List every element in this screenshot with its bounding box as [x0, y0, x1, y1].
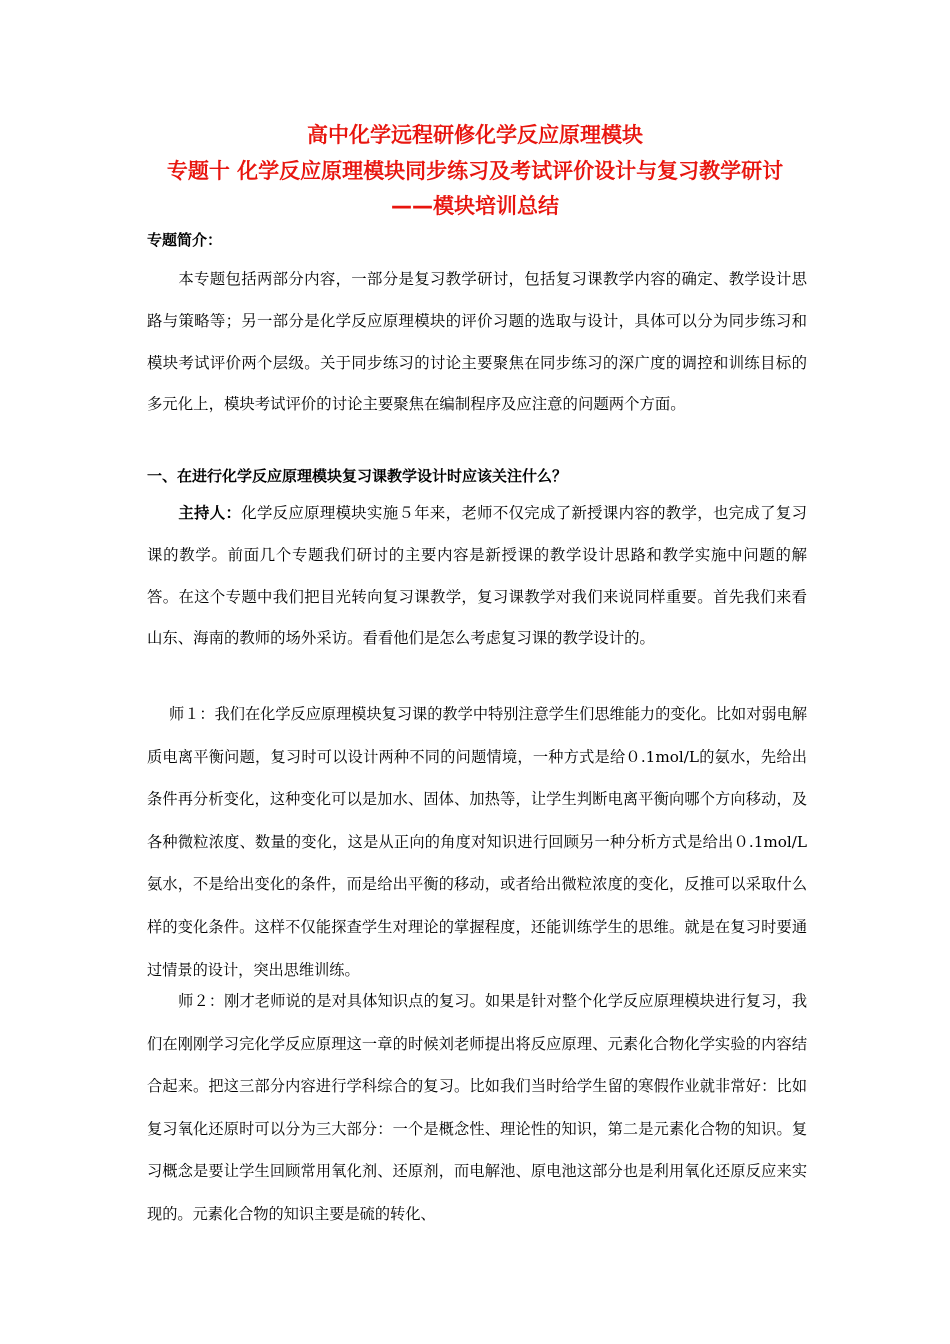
title-line-3: ——模块培训总结 [391, 194, 559, 218]
teacher-1-paragraph [147, 693, 807, 991]
title-line-1: 高中化学远程研修化学反应原理模块 [307, 123, 643, 147]
host-text: 化学反应原理模块实施５年来，老师不仅完成了新授课内容的教学，也完成了复习课的教学。前面几个专题我们研讨的主要内容是新授课的教学设计思路和教学实施中问题的解答。在这个专题中我们把目光转向复习课教学，复习课教学对我们来说同样重要。首先我们来看山东、海南的教师的场外采访。看看他们是怎么考虑复习课的教学设计的。 [147, 504, 807, 648]
section-1-heading: 一、在进行化学反应原理模块复习课教学设计时应该关注什么？ [147, 467, 568, 485]
intro-paragraph [147, 259, 807, 426]
intro-text: 本专题包括两部分内容，一部分是复习教学研讨，包括复习课教学内容的确定、教学设计思路与策略等；另一部分是化学反应原理模块的评价习题的选取与设计，具体可以分为同步练习和模块考试评价两个层级。关于同步练习的讨论主要聚焦在同步练习的深广度的调控和训练目标的多元化上，模块考试评价的讨论主要聚焦在编制程序及应注意的问题两个方面。 [147, 270, 807, 414]
intro-heading: 专题简介： [147, 231, 223, 249]
host-paragraph [147, 493, 807, 660]
teacher-1-text: 师１：我们在化学反应原理模块复习课的教学中特别注意学生们思维能力的变化。比如对弱电解质电离平衡问题，复习时可以设计两种不同的问题情境，一种方式是给０.1mol/L的氨水，先给出条件再分析变化，这种变化可以是加水、固体、加热等，让学生判断电离平衡向哪个方向移动，及各种微粒浓度、数量的变化，这是从正向的角度对知识进行回顾另一种分析方式是给出０.1mol/L氨水，不是给出变化的条件，而是给出平衡的移动，或者给出微粒浓度的变化，反推可以采取什么样的变化条件。这样不仅能探查学生对理论的掌握程度，还能训练学生的思维。就是在复习时要通过情景的设计，突出思维训练。 [147, 705, 807, 979]
teacher-2-text: 师２：刚才老师说的是对具体知识点的复习。如果是针对整个化学反应原理模块进行复习，我们在刚刚学习完化学反应原理这一章的时候刘老师提出将反应原理、元素化合物化学实验的内容结合起来。把这三部分内容进行学科综合的复习。比如我们当时给学生留的寒假作业就非常好：比如复习氧化还原时可以分为三大部分：一个是概念性、理论性的知识，第二是元素化合物的知识。复习概念是要让学生回顾常用氧化剂、还原剂，而电解池、原电池这部分也是利用氧化还原反应来实现的。元素化合物的知识主要是硫的转化、 [147, 992, 807, 1223]
host-label: 主持人： [178, 504, 242, 522]
title-line-2: 专题十 化学反应原理模块同步练习及考试评价设计与复习教学研讨 [166, 159, 784, 183]
teacher-2-paragraph [147, 980, 807, 1236]
